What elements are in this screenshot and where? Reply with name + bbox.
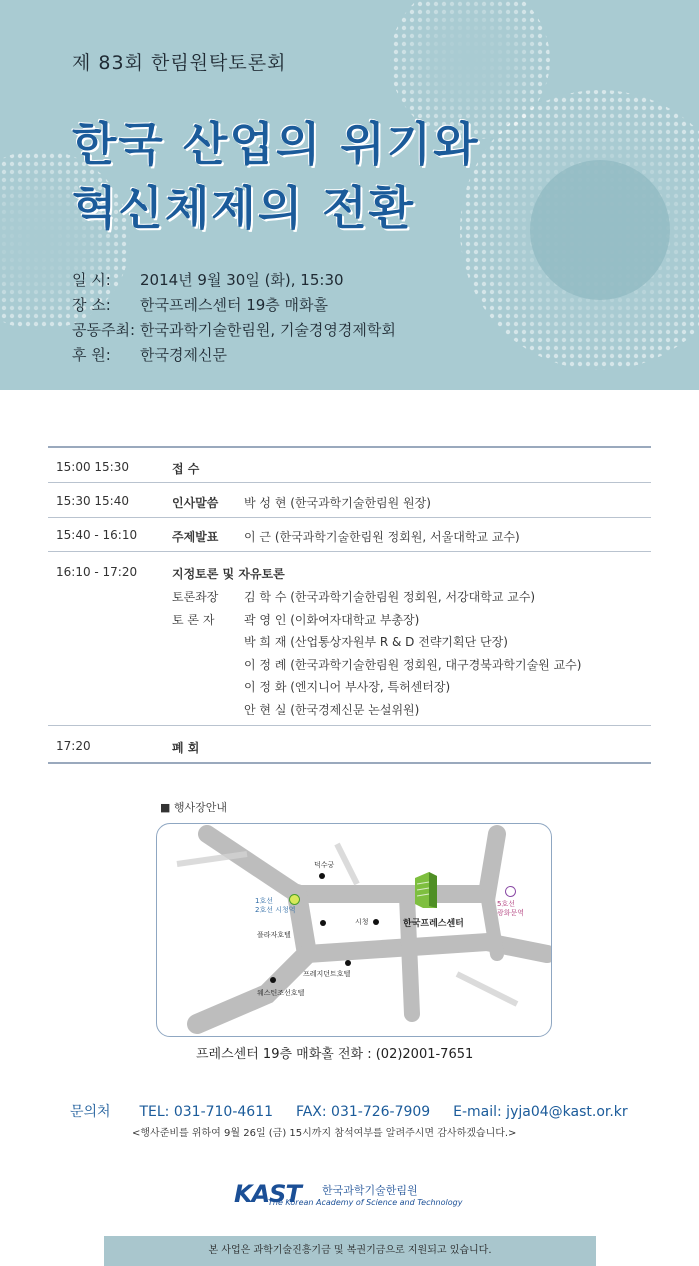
map-roads bbox=[157, 824, 551, 1036]
gwanghwamun-station-label: 5호선 광화문역 bbox=[497, 900, 525, 917]
rsvp-note: <행사준비를 위하여 9월 26일 (금) 15시까지 참석여부를 알려주시면 감사하겠습니다.> bbox=[132, 1128, 517, 1139]
schedule-row: 17:20 폐 회 bbox=[48, 726, 651, 764]
subway-line5-icon bbox=[505, 886, 516, 897]
kast-logo-name-ko: 한국과학기술한림원 bbox=[322, 1184, 418, 1197]
cityhall-marker bbox=[373, 919, 379, 925]
contact-email[interactable]: E-mail: jyja04@kast.or.kr bbox=[453, 1104, 628, 1120]
cityhall-label: 시청 bbox=[355, 918, 369, 926]
schedule-row: 15:30 15:40 인사말씀 박 성 현 (한국과학기술한림원 원장) bbox=[48, 483, 651, 518]
info-venue: 장 소: 한국프레스센터 19층 매화홀 bbox=[72, 296, 329, 314]
cityhall-station-label: 1호선 2호선 시청역 bbox=[255, 897, 296, 914]
funding-footer: 본 사업은 과학기술진흥기금 및 복권기금으로 지원되고 있습니다. bbox=[104, 1236, 596, 1266]
westin-hotel-marker bbox=[270, 977, 276, 983]
info-date: 일 시: 2014년 9월 30일 (화), 15:30 bbox=[72, 271, 344, 289]
location-map bbox=[156, 823, 552, 1037]
kast-logo-name-en: The Korean Academy of Science and Technology bbox=[268, 1198, 463, 1207]
event-info bbox=[72, 268, 396, 368]
contact-tel: TEL: 031-710-4611 bbox=[139, 1104, 274, 1120]
westin-hotel-label: 웨스틴조선호텔 bbox=[257, 989, 305, 997]
main-title-line2: 혁신체제의 전환 bbox=[72, 181, 416, 235]
kast-logo-mark: KAST bbox=[234, 1180, 301, 1208]
schedule-table bbox=[48, 446, 651, 764]
schedule-row: 15:40 - 16:10 주제발표 이 근 (한국과학기술한림원 정회원, 서울대학교 교수) bbox=[48, 518, 651, 552]
kast-logo bbox=[234, 1180, 463, 1208]
contact-line bbox=[70, 1101, 628, 1121]
press-center-building-icon bbox=[411, 870, 441, 910]
map-section-label: ■ 행사장안내 bbox=[160, 801, 228, 814]
schedule-row: 16:10 - 17:20 지정토론 및 자유토론 토론좌장 김 학 수 (한국과학기술한림원 정회원, 서강대학교 교수) 토 론 자 곽 영 인 (이화여자대학교 부총장) 박 희 재 (산업통상자원부 R & D 전략기획단 단장) 이 정 례 (한국과학기술한림원 정회원, 대구경북과학기술원 교수) 이 정 화 (엔지니어 부사장, 특허센터장) 안 현 실 (한국경제신문 논설위원) bbox=[48, 552, 651, 726]
president-hotel-label: 프레지던트호텔 bbox=[303, 970, 351, 978]
press-center-label: 한국프레스센터 bbox=[403, 919, 464, 929]
president-hotel-marker bbox=[345, 960, 351, 966]
main-title-line1: 한국 산업의 위기와 bbox=[72, 117, 480, 171]
series-title: 제 83회 한림원탁토론회 bbox=[72, 52, 287, 74]
deoksugung-marker bbox=[319, 873, 325, 879]
plaza-hotel-marker bbox=[320, 920, 326, 926]
info-sponsor: 후 원: 한국경제신문 bbox=[72, 346, 227, 364]
header-banner bbox=[0, 0, 699, 390]
contact-fax: FAX: 031-726-7909 bbox=[295, 1104, 431, 1120]
plaza-hotel-label: 플라자호텔 bbox=[257, 931, 291, 939]
info-hosts: 공동주최: 한국과학기술한림원, 기술경영경제학회 bbox=[72, 321, 396, 339]
map-footer: 프레스센터 19층 매화홀 전화 : (02)2001-7651 bbox=[196, 1047, 474, 1062]
schedule-row: 15:00 15:30 접 수 bbox=[48, 448, 651, 483]
contact-label: 문의처 bbox=[70, 1104, 111, 1120]
deoksugung-label: 덕수궁 bbox=[314, 861, 335, 869]
